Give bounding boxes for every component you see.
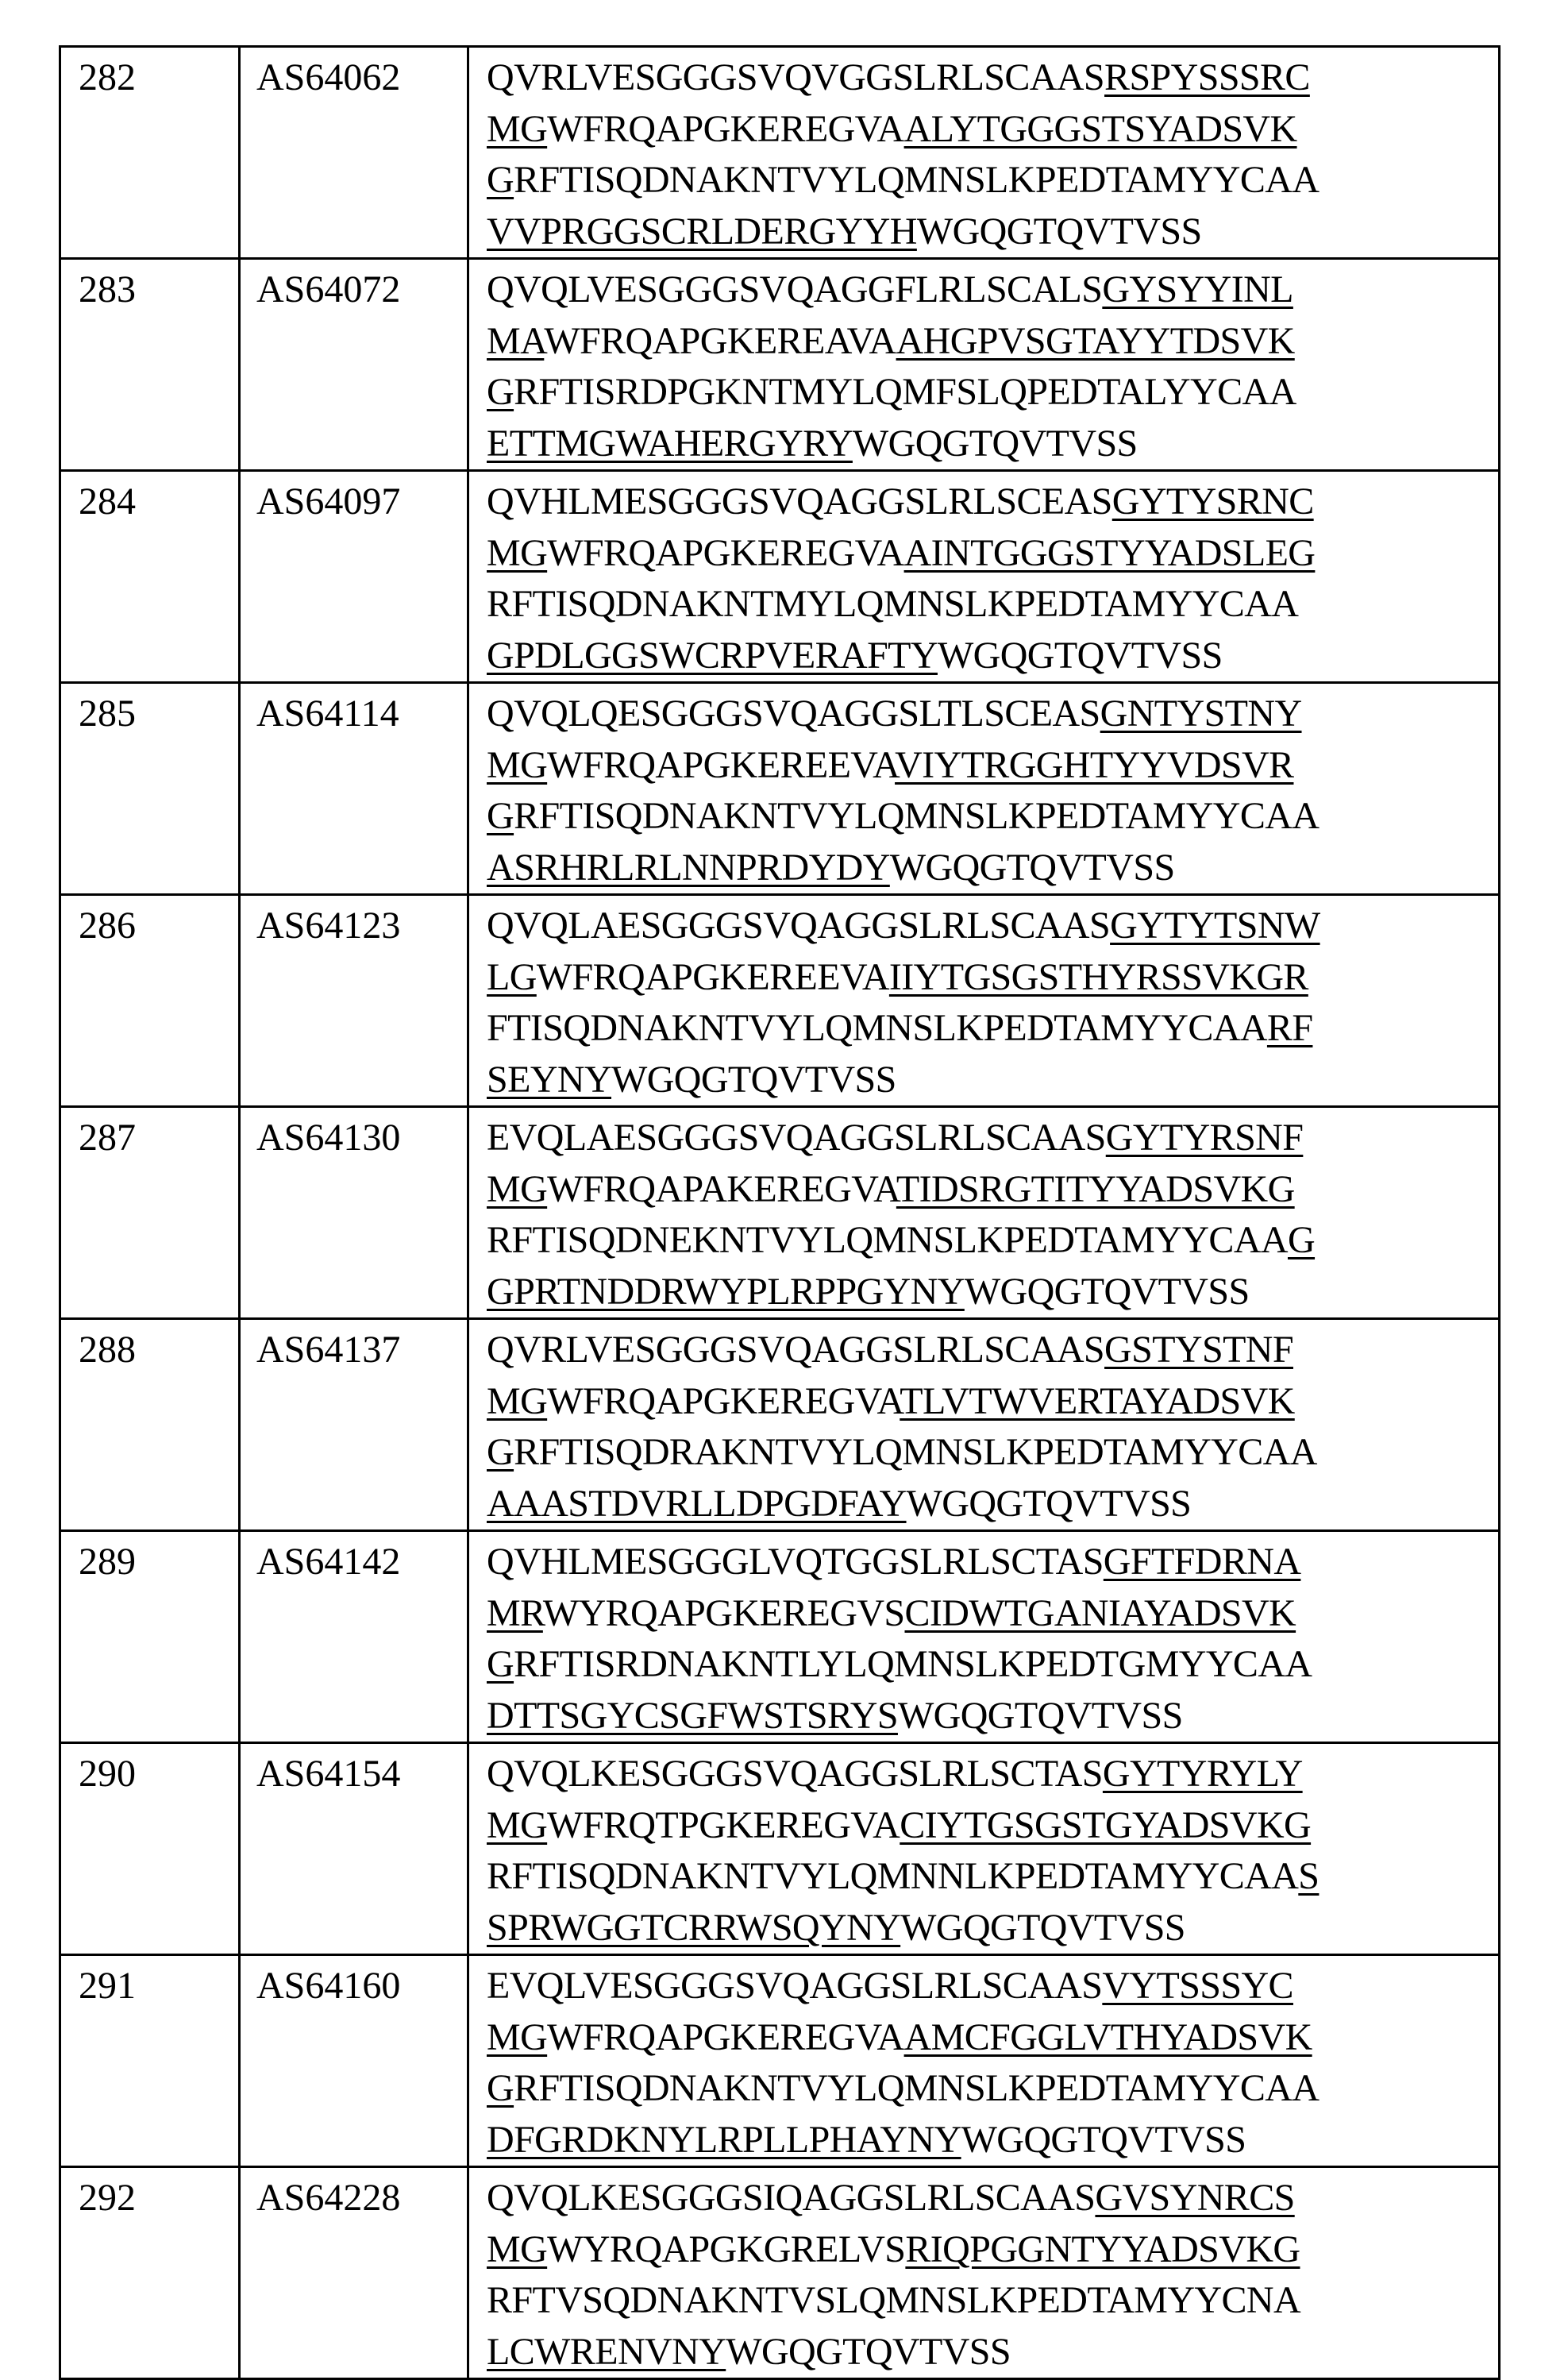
sequence-line [487, 206, 1498, 258]
framework-segment: RFTISQDNEKNTVYLQMNSLKPEDTAMYYCAA [487, 1219, 1288, 1261]
sequence-line [487, 52, 1498, 104]
framework-segment: WFRQAPAKEREGVA [547, 1167, 896, 1210]
framework-segment: QVRLVESGGGSVQVGGSLRLSCAAS [487, 56, 1105, 98]
cdr-segment: TLVTWVERTAYADSVK [900, 1379, 1295, 1422]
cdr-segment: MG [487, 1379, 548, 1422]
antibody-id: AS64114 [240, 683, 468, 895]
sequence-line [487, 901, 1498, 952]
framework-segment: RFTVSQDNAKNTVSLQMNSLKPEDTAMYYCNA [487, 2279, 1301, 2321]
table-row [60, 1531, 1500, 1743]
sequence-line [487, 952, 1498, 1004]
framework-segment: WYRQAPGKEREGVS [542, 1591, 905, 1634]
amino-acid-sequence [468, 683, 1500, 895]
cdr-segment: GVSYNRCS [1095, 2177, 1295, 2219]
table-row [60, 47, 1500, 259]
framework-segment: WGQGTQVTVSS [611, 1058, 896, 1101]
cdr-segment: AINTGGGSTYYADSLEG [903, 531, 1316, 574]
sequence-line [487, 104, 1498, 156]
sequence-line [487, 1537, 1498, 1588]
cdr-segment: GYTYRYLY [1102, 1753, 1303, 1795]
cdr-segment: G [487, 1431, 514, 1473]
sequence-line [487, 2327, 1498, 2378]
sequence-line [487, 264, 1498, 316]
framework-segment: WGQGTQVTVSS [897, 1694, 1183, 1737]
sequence-line [487, 2275, 1498, 2327]
cdr-segment: GPRTNDDRWYPLRPPGYNY [487, 1270, 965, 1313]
cdr-segment: GFTFDRNA [1103, 1541, 1301, 1583]
amino-acid-sequence [468, 2167, 1500, 2379]
framework-segment: WGQGTQVTVSS [726, 2330, 1011, 2373]
framework-segment: RFTISQDRAKNTVYLQMNSLKPEDTAMYYCAA [514, 1431, 1317, 1473]
framework-segment: WGQGTQVTVSS [900, 1906, 1185, 1949]
sequence-line [487, 419, 1498, 470]
table-row [60, 1743, 1500, 1955]
table-row [60, 1107, 1500, 1319]
cdr-segment: GYTYRSNF [1105, 1117, 1304, 1159]
framework-segment: RFTISQDNAKNTVYLQMNSLKPEDTAMYYCAA [514, 159, 1320, 201]
cdr-segment: VVPRGGSCRLDERGYYH [487, 210, 917, 253]
sequence-line [487, 1961, 1498, 2012]
seq-id-number: 283 [60, 259, 240, 471]
cdr-segment: ALYTGGGSTSYADSVK [903, 107, 1297, 150]
framework-segment: QVQLQESGGGSVQAGGSLTLSCEAS [487, 692, 1100, 735]
cdr-segment: CIDWTGANIAYADSVK [904, 1591, 1296, 1634]
framework-segment: WGQGTQVTVSS [916, 210, 1202, 253]
framework-segment: RFTISRDPGKNTMYLQMFSLQPEDTALYYCAA [514, 371, 1296, 413]
sequence-line [487, 2063, 1498, 2115]
seq-id-number: 288 [60, 1319, 240, 1531]
table-row [60, 259, 1500, 471]
cdr-segment: LG [487, 955, 537, 998]
cdr-segment: IIYTGSGSTHYRSSVKGR [888, 955, 1308, 998]
framework-segment: QVHLMESGGGLVQTGGSLRLSCTAS [487, 1541, 1104, 1583]
framework-segment: FTISQDNAKNTVYLQMNSLKPEDTAMYYCAA [487, 1007, 1267, 1049]
amino-acid-sequence [468, 471, 1500, 683]
sequence-line [487, 2173, 1498, 2224]
sequence-line [487, 2012, 1498, 2064]
amino-acid-sequence [468, 259, 1500, 471]
cdr-segment: MG [487, 531, 548, 574]
cdr-segment: MG [487, 743, 548, 786]
sequence-line [487, 791, 1498, 843]
framework-segment: WYRQAPGKGRELVS [547, 2228, 906, 2270]
sequence-line [487, 2224, 1498, 2276]
cdr-segment: SEYNY [487, 1058, 612, 1101]
sequence-line [487, 1588, 1498, 1640]
sequence-line [487, 1749, 1498, 1800]
framework-segment: QVQLVESGGGSVQAGGFLRLSCALS [487, 268, 1103, 311]
cdr-segment: GYSYYINL [1102, 268, 1293, 311]
framework-segment: WGQGTQVTVSS [961, 2118, 1246, 2161]
sequence-line [487, 1639, 1498, 1691]
framework-segment: WFRQAPGKEREEVA [547, 743, 896, 786]
table-row [60, 1319, 1500, 1531]
seq-id-number: 289 [60, 1531, 240, 1743]
framework-segment: WGQGTQVTVSS [889, 846, 1175, 889]
cdr-segment: VIYTRGGHTYYVDSVR [895, 743, 1294, 786]
framework-segment: RFTISQDNAKNTVYLQMNSLKPEDTAMYYCAA [514, 2067, 1320, 2109]
cdr-segment: GPDLGGSWCRPVERAFTY [487, 634, 938, 677]
cdr-segment: G [487, 795, 514, 837]
cdr-segment: GSTYSTNF [1104, 1329, 1293, 1371]
cdr-segment: G [1287, 1219, 1316, 1261]
cdr-segment: LCWRENVNY [487, 2330, 726, 2373]
framework-segment: RFTISQDNAKNTMYLQMNSLKPEDTAMYYCAA [487, 583, 1299, 625]
sequence-line [487, 367, 1498, 419]
amino-acid-sequence [468, 1955, 1500, 2167]
framework-segment: WFRQAPGKEREGVA [547, 2015, 904, 2058]
cdr-segment: G [487, 2067, 514, 2109]
cdr-segment: GNTYSTNY [1100, 692, 1302, 735]
cdr-segment: G [487, 371, 514, 413]
sequence-line [487, 1215, 1498, 1267]
seq-id-number: 287 [60, 1107, 240, 1319]
cdr-segment: G [487, 1643, 514, 1685]
cdr-segment: CIYTGSGSTGYADSVKG [900, 1803, 1312, 1846]
cdr-segment: TIDSRGTITYYADSVKG [896, 1167, 1295, 1210]
cdr-segment: MR [487, 1591, 543, 1634]
table-row [60, 683, 1500, 895]
cdr-segment: MA [487, 319, 545, 362]
antibody-id: AS64160 [240, 1955, 468, 2167]
framework-segment: WGQGTQVTVSS [937, 634, 1223, 677]
seq-id-number: 282 [60, 47, 240, 259]
sequence-table [59, 45, 1501, 2380]
framework-segment: WGQGTQVTVSS [852, 422, 1138, 465]
sequence-table-body [60, 47, 1500, 2379]
cdr-segment: GYTYSRNC [1111, 480, 1314, 523]
framework-segment: QVQLKESGGGSVQAGGSLRLSCTAS [487, 1753, 1103, 1795]
amino-acid-sequence [468, 1743, 1500, 1955]
sequence-line [487, 1003, 1498, 1055]
cdr-segment: AMCFGGLVTHYADSVK [903, 2015, 1312, 2058]
cdr-segment: MG [487, 1803, 548, 1846]
framework-segment: QVQLAESGGGSVQAGGSLRLSCAAS [487, 905, 1111, 947]
antibody-id: AS64097 [240, 471, 468, 683]
sequence-line [487, 1427, 1498, 1479]
sequence-line [487, 2115, 1498, 2166]
sequence-line [487, 843, 1498, 894]
sequence-line [487, 1267, 1498, 1318]
framework-segment: WFRQAPGKEREEVA [536, 955, 889, 998]
cdr-segment: RSPYSSSRC [1104, 56, 1310, 98]
sequence-line [487, 476, 1498, 528]
amino-acid-sequence [468, 1319, 1500, 1531]
sequence-line [487, 631, 1498, 682]
antibody-id: AS64130 [240, 1107, 468, 1319]
cdr-segment: ASRHRLRLNNPRDYDY [487, 846, 890, 889]
cdr-segment: DFGRDKNYLRPLLPHAYNY [487, 2118, 961, 2161]
cdr-segment: MG [487, 1167, 548, 1210]
amino-acid-sequence [468, 895, 1500, 1107]
sequence-line [487, 1479, 1498, 1530]
framework-segment: QVRLVESGGGSVQAGGSLRLSCAAS [487, 1329, 1105, 1371]
table-row [60, 2167, 1500, 2379]
cdr-segment: MG [487, 107, 548, 150]
sequence-line [487, 528, 1498, 580]
cdr-segment: RF [1266, 1007, 1313, 1049]
cdr-segment: RIQPGGNTYYADSVKG [905, 2228, 1300, 2270]
sequence-line [487, 1055, 1498, 1106]
antibody-id: AS64142 [240, 1531, 468, 1743]
cdr-segment: ETTMGWAHERGYRY [487, 422, 853, 465]
table-row [60, 1955, 1500, 2167]
framework-segment: WFRQAPGKEREGVA [547, 531, 904, 574]
amino-acid-sequence [468, 1531, 1500, 1743]
sequence-line [487, 1325, 1498, 1376]
seq-id-number: 285 [60, 683, 240, 895]
seq-id-number: 284 [60, 471, 240, 683]
framework-segment: RFTISRDNAKNTLYLQMNSLKPEDTGMYYCAA [514, 1643, 1312, 1685]
sequence-line [487, 1903, 1498, 1954]
cdr-segment: MG [487, 2015, 548, 2058]
sequence-line [487, 1691, 1498, 1742]
framework-segment: WGQGTQVTVSS [964, 1270, 1250, 1313]
framework-segment: QVQLKESGGGSIQAGGSLRLSCAAS [487, 2177, 1096, 2219]
table-row [60, 471, 1500, 683]
framework-segment: QVHLMESGGGSVQAGGSLRLSCEAS [487, 480, 1112, 523]
framework-segment: WFRQAPGKEREAVA [544, 319, 896, 362]
sequence-line [487, 689, 1498, 740]
sequence-line [487, 1800, 1498, 1852]
framework-segment: WGQGTQVTVSS [906, 1482, 1192, 1525]
cdr-segment: AHGPVSGTAYYTDSVK [896, 319, 1295, 362]
cdr-segment: VYTSSSYC [1102, 1965, 1293, 2007]
antibody-id: AS64123 [240, 895, 468, 1107]
framework-segment: WFRQTPGKEREGVA [547, 1803, 900, 1846]
cdr-segment: G [487, 159, 514, 201]
cdr-segment: GYTYTSNW [1110, 905, 1320, 947]
framework-segment: WFRQAPGKEREGVA [547, 1379, 900, 1422]
antibody-id: AS64228 [240, 2167, 468, 2379]
amino-acid-sequence [468, 1107, 1500, 1319]
antibody-id: AS64062 [240, 47, 468, 259]
framework-segment: EVQLVESGGGSVQAGGSLRLSCAAS [487, 1965, 1103, 2007]
table-row [60, 895, 1500, 1107]
framework-segment: WFRQAPGKEREGVA [547, 107, 904, 150]
seq-id-number: 291 [60, 1955, 240, 2167]
sequence-line [487, 740, 1498, 792]
sequence-line [487, 1164, 1498, 1216]
antibody-id: AS64137 [240, 1319, 468, 1531]
framework-segment: RFTISQDNAKNTVYLQMNNLKPEDTAMYYCAA [487, 1855, 1299, 1897]
sequence-line [487, 155, 1498, 206]
antibody-id: AS64072 [240, 259, 468, 471]
amino-acid-sequence [468, 47, 1500, 259]
cdr-segment: DTTSGYCSGFWSTSRYS [487, 1694, 898, 1737]
framework-segment: EVQLAESGGGSVQAGGSLRLSCAAS [487, 1117, 1106, 1159]
antibody-id: AS64154 [240, 1743, 468, 1955]
cdr-segment: AAASTDVRLLDPGDFAY [487, 1482, 907, 1525]
seq-id-number: 292 [60, 2167, 240, 2379]
seq-id-number: 290 [60, 1743, 240, 1955]
cdr-segment: S [1298, 1855, 1320, 1897]
sequence-line [487, 1113, 1498, 1164]
sequence-line [487, 579, 1498, 631]
cdr-segment: SPRWGGTCRRWSQYNY [487, 1906, 901, 1949]
sequence-line [487, 1376, 1498, 1428]
sequence-line [487, 1851, 1498, 1903]
seq-id-number: 286 [60, 895, 240, 1107]
framework-segment: RFTISQDNAKNTVYLQMNSLKPEDTAMYYCAA [514, 795, 1320, 837]
sequence-line [487, 316, 1498, 368]
cdr-segment: MG [487, 2228, 548, 2270]
